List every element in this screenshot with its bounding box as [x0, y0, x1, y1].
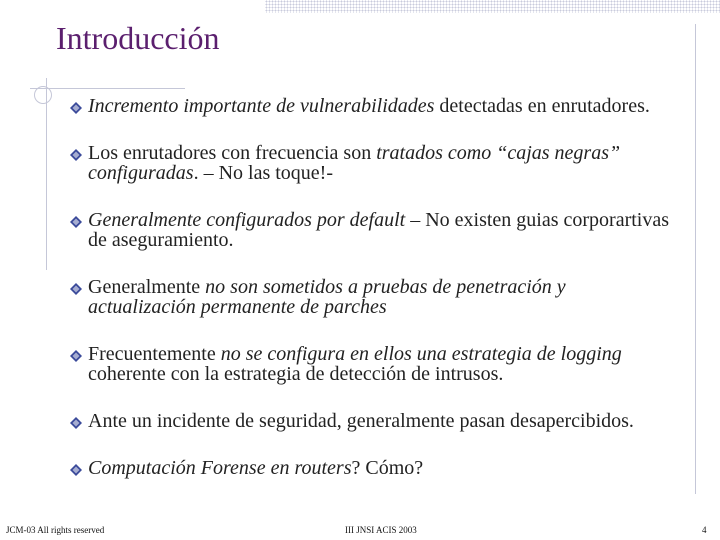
footer-copyright: JCM-03 All rights reserved [6, 525, 105, 535]
bullet-item [70, 344, 670, 384]
bullet-text-segment: tratados como “cajas negras” configuradas [88, 142, 621, 184]
bullet-item [70, 210, 670, 250]
bullet-item [70, 411, 670, 431]
diamond-bullet-icon [70, 413, 82, 425]
diamond-bullet-icon [70, 145, 82, 157]
bullet-item [70, 458, 670, 478]
bullet-text-segment: ? Cómo? [351, 457, 424, 479]
bullet-text-segment: Generalmente configurados por default [88, 209, 406, 231]
bullet-list [70, 96, 670, 505]
bullet-text-segment: Incremento importante de vulnerabilidades [88, 95, 435, 117]
bullet-text-segment: Ante un incidente de seguridad, generalmente pasan desapercibidos. [88, 410, 634, 432]
bullet-item [70, 96, 670, 116]
footer-event: III JNSI ACIS 2003 [345, 525, 417, 535]
footer-page-number: 4 [702, 525, 707, 535]
right-decorative-line [695, 24, 696, 494]
bullet-text-segment: Generalmente [88, 276, 206, 298]
diamond-bullet-icon [70, 212, 82, 224]
bullet-text-segment: Computación Forense en routers [88, 457, 352, 479]
bullet-text-segment: no se configura en ellos una estrategia de logging [220, 343, 622, 365]
bullet-text-segment: detectadas en enrutadores. [434, 95, 650, 117]
bullet-text-segment: – No existen guias corporartivas de aseguramiento. [88, 209, 670, 251]
diamond-bullet-icon [70, 346, 82, 358]
bullet-text-segment: coherente con la estrategia de detección de intrusos. [88, 363, 504, 385]
bullet-text-segment: no son sometidos a pruebas de penetración y actualización permanente de parches [88, 276, 566, 318]
decorative-circle [34, 86, 52, 104]
header-dot-pattern [265, 0, 720, 13]
diamond-bullet-icon [70, 460, 82, 472]
diamond-bullet-icon [70, 98, 82, 110]
bullet-text-segment: . – No las toque!- [193, 162, 333, 184]
left-decorative-line [46, 78, 47, 270]
bullet-item [70, 277, 670, 317]
bullet-item [70, 143, 670, 183]
slide-title: Introducción [56, 20, 220, 56]
bullet-text-segment: Los enrutadores con frecuencia son [88, 142, 377, 164]
title-underline-decoration [30, 88, 185, 89]
bullet-text-segment: Frecuentemente [88, 343, 221, 365]
diamond-bullet-icon [70, 279, 82, 291]
